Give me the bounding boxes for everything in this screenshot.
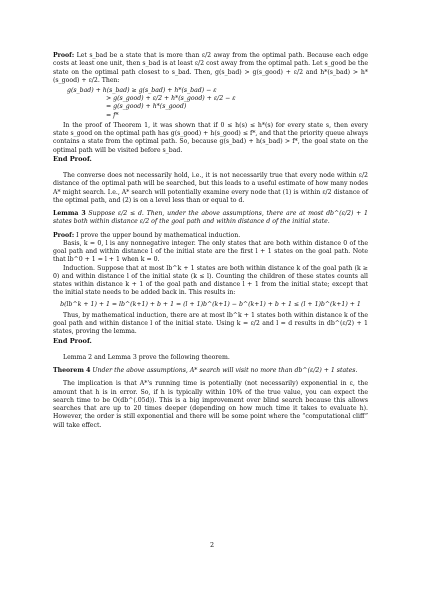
basis-paragraph: Basis, k = 0, l is any nonnegative integer. The only states that are both within distance 0 of the goal path and within distance l of the initial state are the first l + 1 states on the goal path. Note that lb^0 + 1 = l + 1 when k = 0. [53,239,368,264]
proof-label: Proof: [53,231,75,239]
lemmas-sentence: Lemma 2 and Lemma 3 prove the following theorem. [63,353,230,361]
theorem-text: Under the above assumptions, A* search will visit no more than db^(ε/2) + 1 states. [92,367,358,375]
proof-paragraph-2 [53,232,368,240]
page-number: 2 [209,541,215,549]
thus-paragraph: Thus, by mathematical induction, there are at most lb^k + 1 states both within distance k of the goal path and within distance l of the initial state. Using k = ε/2 and l = d results in db^(ε/2) + 1 states, proving the lemma. [53,311,368,336]
equation-line: g(s_bad) + h(s_bad) ≥ g(s_bad) + h*(s_bad) − ε [67,87,217,94]
equation-block-1 [67,87,368,120]
equation-block-2: b(lb^k + 1) + 1 = lb^(k+1) + b + 1 = (l + 1)b^(k+1) − b^(k+1) + b + 1 ≤ (l + 1)b^(k+1) + 1 [60,300,361,308]
end-proof-label: End Proof. [53,154,92,163]
theorem-label: Theorem 4 [53,367,91,375]
theorem-4-statement [53,367,368,375]
proof-continuation: In the proof of Theorem 1, it was shown that if 0 ≤ h(s) ≤ h*(s) for every state s, then every state s_good on the optimal path has g(s_good) + h(s_good) ≤ f*, and that the priority queue always contains a state from the optimal path. So, because g(s_bad) + h(s_bad) > f*, the goal state on the optimal path will be visited before s_bad. [53,121,368,154]
equation-line: = f* [106,111,119,119]
implication-paragraph: The implication is that A*'s running time is potentially (not necessarily) exponential in ε, the amount that h is in error. So, if h is typically within 10% of the true value, you can expect the search time to be O(db^(.05d)). This is a big improvement over blind search because this allows searches that are up to 20 times deeper (depending on how much time it takes to evaluate h). However, the order is still exponential and there will be some point where the “computational cliff” will take effect. [53,380,368,429]
lemma-label: Lemma 3 [53,210,86,218]
equation-line: = g(s_good) + h*(s_good) [106,103,187,111]
induction-paragraph: Induction. Suppose that at most lb^k + 1 states are both within distance k of the goal path (k ≥ 0) and within distance l of the initial state (k ≤ l). Counting the children of these states counts all states within distance k + 1 of the goal path and distance l + 1 from the initial state; except that the initial state needs to be added back in. This results in: [53,264,368,297]
converse-paragraph: The converse does not necessarily hold, i.e., it is not necessarily true that every node within ε/2 distance of the optimal path will be searched, but this leads to a useful estimate of how many nodes A* might search. I.e., A* search will potentially examine every node that (1) is within ε/2 distance of the optimal path, and (2) is on a level less than or equal to d. [53,172,368,204]
end-proof-label: End Proof. [53,336,92,345]
equation-line: > g(s_good) + ε/2 + h*(s_good) + ε/2 − ε [106,95,236,103]
proof-label: Proof: [53,52,75,59]
proof-text: Let s_bad be a state that is more than ε/2 away from the optimal path. Because each edge costs at least one unit, then s_bad is at least ε/2 cost away from the optimal path. Let s_good be the state on the optimal path closest to s_bad. Then, g(s_bad) > g(s_good) + ε/2 and h*(s_bad) > h*(s_good) + ε/2. Then: [53,52,368,84]
proof-text: I prove the upper bound by mathematical induction. [76,231,241,239]
lemma-text: Suppose ε/2 ≤ d. Then, under the above assumptions, there are at most db^(ε/2) + 1 states both within distance ε/2 of the goal path and within distance d of the initial state. [53,210,368,226]
lemma-3-statement [53,210,368,227]
document-page [53,52,368,430]
proof-paragraph-1 [53,52,368,85]
